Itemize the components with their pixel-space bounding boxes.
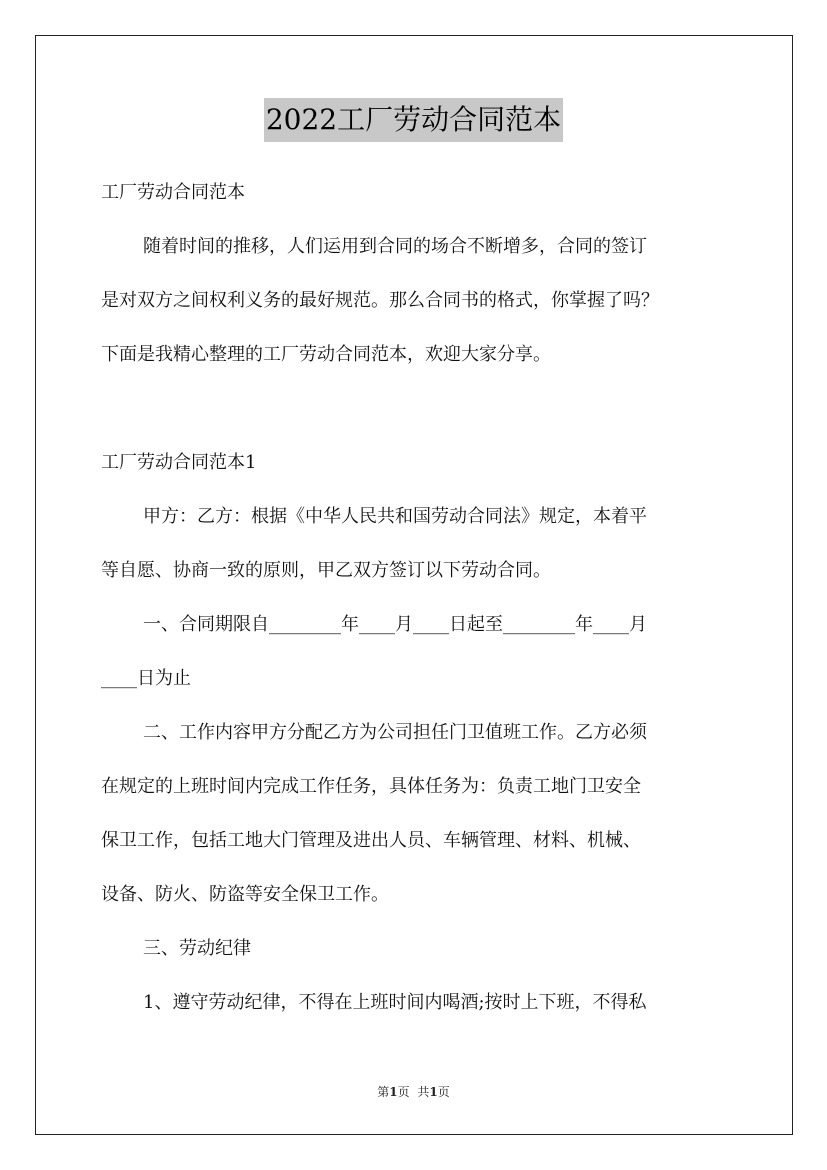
footer-total-suffix: 页	[437, 1085, 450, 1099]
paragraph-line: 二、工作内容甲方分配乙方为公司担任门卫值班工作。乙方必须	[143, 722, 647, 743]
footer-page-prefix: 第	[377, 1085, 390, 1099]
blank-line	[101, 382, 733, 436]
document-title: 2022工厂劳动合同范本	[264, 98, 563, 142]
footer-page-number: 1	[389, 1085, 398, 1099]
footer-total-number: 1	[429, 1085, 438, 1099]
page-footer	[0, 1083, 827, 1101]
paragraph-line: 甲方：乙方：根据《中华人民共和国劳动合同法》规定，本着平	[143, 506, 647, 527]
paragraph-line: 设备、防火、防盗等安全保卫工作。	[101, 884, 389, 905]
paragraph-line: 1、遵守劳动纪律，不得在上班时间内喝酒;按时上下班，不得私	[143, 992, 647, 1013]
paragraph-line: 三、劳动纪律	[143, 938, 251, 959]
paragraph-line: 一、合同期限自________年____月____日起至________年____月	[143, 614, 647, 635]
paragraph-line: ____日为止	[101, 668, 191, 689]
footer-total-prefix: 共	[417, 1085, 430, 1099]
paragraph-line: 工厂劳动合同范本1	[101, 452, 257, 473]
paragraph-line: 保卫工作，包括工地大门管理及进出人员、车辆管理、材料、机械、	[101, 830, 641, 851]
paragraph-line: 在规定的上班时间内完成工作任务，具体任务为：负责工地门卫安全	[101, 776, 641, 797]
footer-page-suffix: 页	[397, 1085, 410, 1099]
paragraph-line: 随着时间的推移，人们运用到合同的场合不断增多，合同的签订	[143, 236, 647, 257]
paragraph-line: 是对双方之间权利义务的最好规范。那么合同书的格式，你掌握了吗？	[101, 290, 659, 311]
title-container	[0, 98, 827, 142]
document-body	[101, 166, 733, 1030]
paragraph-line: 工厂劳动合同范本	[101, 182, 245, 203]
paragraph-line: 等自愿、协商一致的原则，甲乙双方签订以下劳动合同。	[101, 560, 551, 581]
paragraph-line: 下面是我精心整理的工厂劳动合同范本，欢迎大家分享。	[101, 344, 551, 365]
